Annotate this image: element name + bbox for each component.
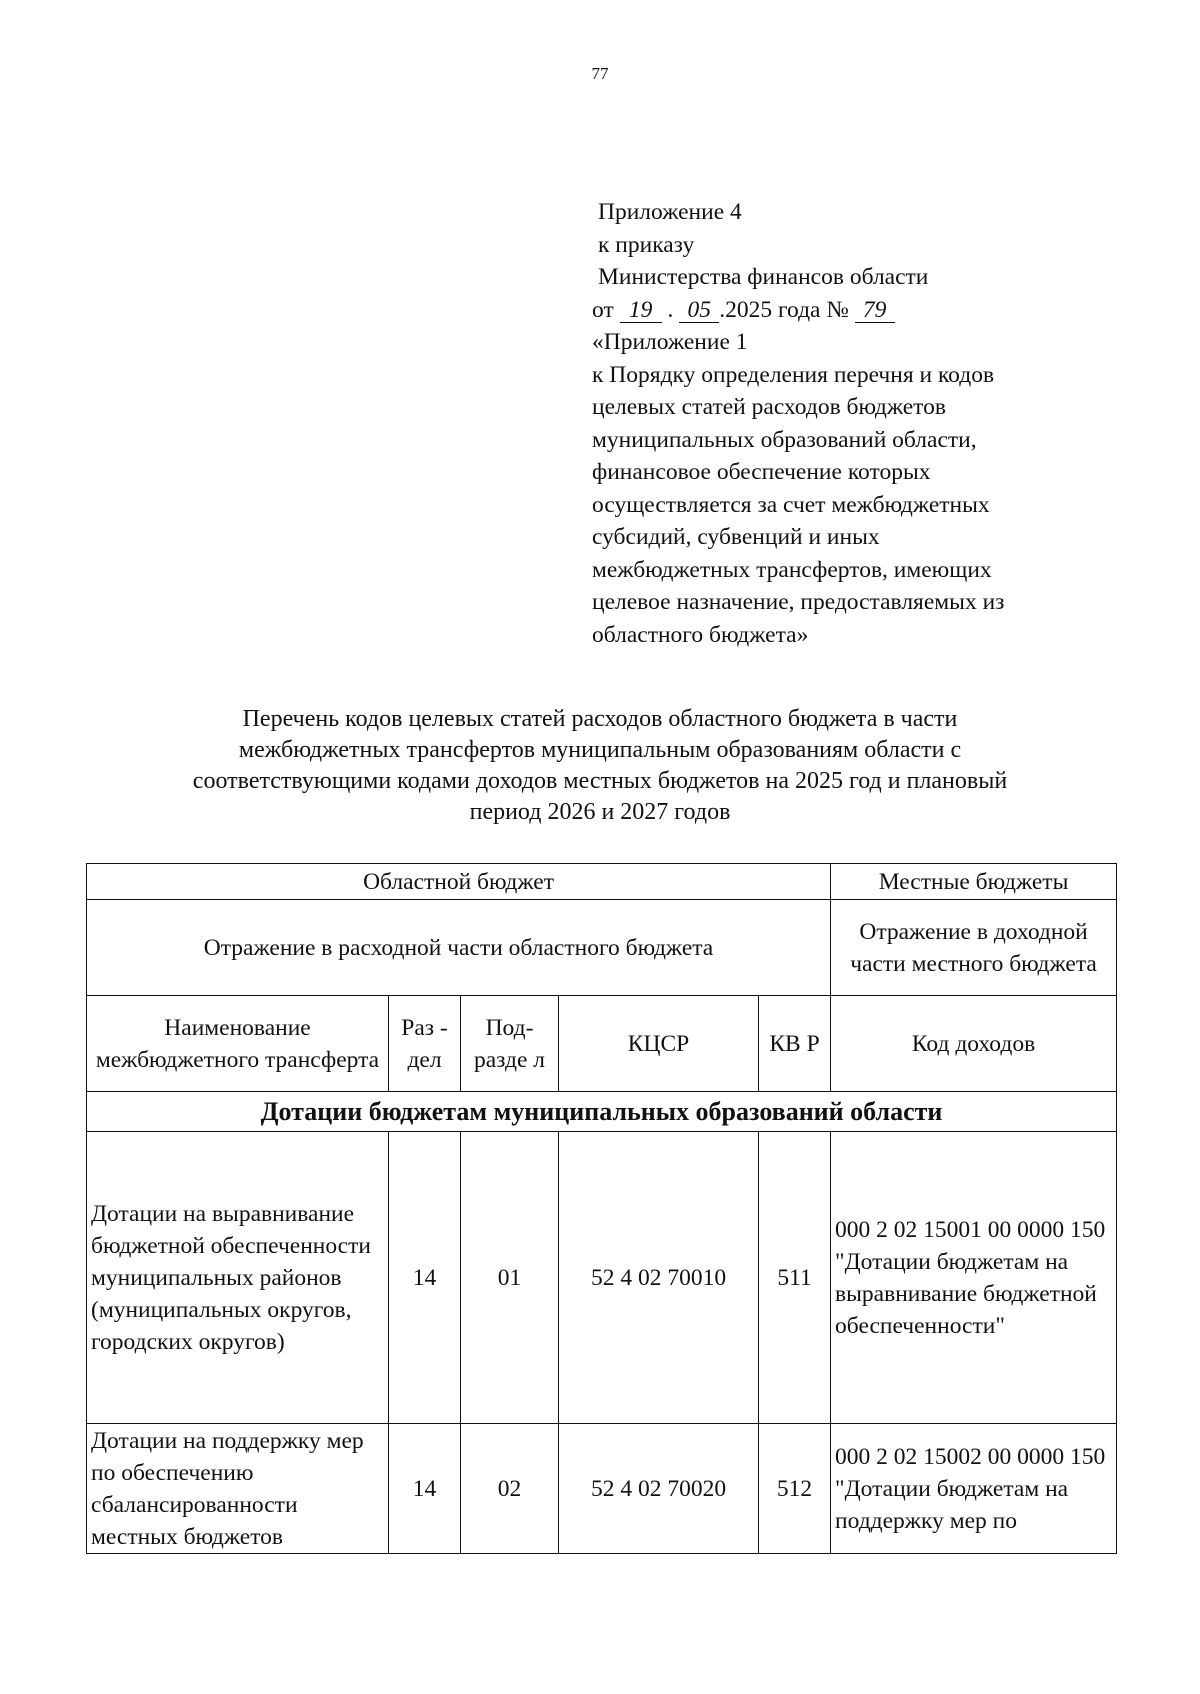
page-number: 77 [591, 64, 609, 83]
appendix-date-line: от 19 . 05 .2025 года № 79 [592, 294, 1122, 327]
appendix-block [592, 196, 1122, 651]
transfers-table [86, 863, 1117, 1554]
appendix-quote-line: субсидий, субвенций и иных [592, 524, 880, 550]
subsection-code: 02 [461, 1424, 559, 1554]
column-header-section: Раз - дел [389, 996, 461, 1092]
section-code: 14 [389, 1132, 461, 1424]
income-code: 000 2 02 15002 00 0000 150 "Дотации бюджетам на поддержку мер по [831, 1424, 1117, 1554]
kcsr-code: 52 4 02 70010 [559, 1132, 759, 1424]
appendix-quote-line: к Порядку определения перечня и кодов [592, 361, 995, 388]
subsection-code: 01 [461, 1132, 559, 1424]
appendix-quote-line: целевое назначение, предоставляемых из [592, 589, 1005, 615]
table-row [87, 1132, 1117, 1424]
appendix-line: Приложение 4 [598, 199, 742, 225]
title-line: Перечень кодов целевых статей расходов областного бюджета в части [242, 706, 958, 732]
section-title-row: Дотации бюджетам муниципальных образований области [87, 1092, 1117, 1132]
section-code: 14 [389, 1424, 461, 1554]
kvr-code: 511 [759, 1132, 831, 1424]
income-code: 000 2 02 15001 00 0000 150 "Дотации бюджетам на выравнивание бюджетной обеспеченности" [831, 1132, 1117, 1424]
date-year: .2025 года № [719, 296, 849, 323]
column-header-subsection: Под- разде л [461, 996, 559, 1092]
title-line: межбюджетных трансфертов муниципальным образованиям области с [238, 737, 962, 763]
header-expense-part: Отражение в расходной части областного бюджета [87, 900, 831, 996]
handwritten-order-number: 79 [855, 298, 895, 323]
table-row [87, 1424, 1117, 1554]
title-line: период 2026 и 2027 годов [469, 799, 731, 825]
transfer-name: Дотации на поддержку мер по обеспечению сбалансированности местных бюджетов [87, 1424, 389, 1554]
header-income-part: Отражение в доходной части местного бюджета [831, 900, 1117, 996]
title-line: соответствующими кодами доходов местных бюджетов на 2025 год и плановый [192, 768, 1008, 794]
date-prefix: от [592, 296, 614, 323]
column-header-income-code: Код доходов [831, 996, 1117, 1092]
handwritten-day: 19 [620, 298, 662, 323]
document-title [100, 704, 1100, 828]
appendix-quote-line: «Приложение 1 [592, 329, 748, 355]
header-local-budgets: Местные бюджеты [831, 864, 1117, 900]
column-header-kvr: КВ Р [759, 996, 831, 1092]
appendix-quote-line: осуществляется за счет межбюджетных [592, 491, 990, 518]
handwritten-month: 05 [679, 298, 719, 323]
column-header-name: Наименование межбюджетного трансферта [87, 996, 389, 1092]
appendix-quote-line: муниципальных образований области, [592, 426, 977, 453]
appendix-quote-line: областного бюджета» [592, 621, 809, 648]
appendix-line: к приказу [598, 231, 695, 258]
appendix-quote-line: межбюджетных трансфертов, имеющих [592, 556, 992, 583]
header-regional-budget: Областной бюджет [87, 864, 831, 900]
kvr-code: 512 [759, 1424, 831, 1554]
column-header-kcsr: КЦСР [559, 996, 759, 1092]
transfer-name: Дотации на выравнивание бюджетной обеспеченности муниципальных районов (муниципальных округов, городских округов) [87, 1132, 389, 1424]
appendix-quote-line: финансовое обеспечение которых [592, 459, 931, 485]
appendix-quote-line: целевых статей расходов бюджетов [592, 394, 946, 420]
kcsr-code: 52 4 02 70020 [559, 1424, 759, 1554]
appendix-line: Министерства финансов области [598, 264, 929, 290]
